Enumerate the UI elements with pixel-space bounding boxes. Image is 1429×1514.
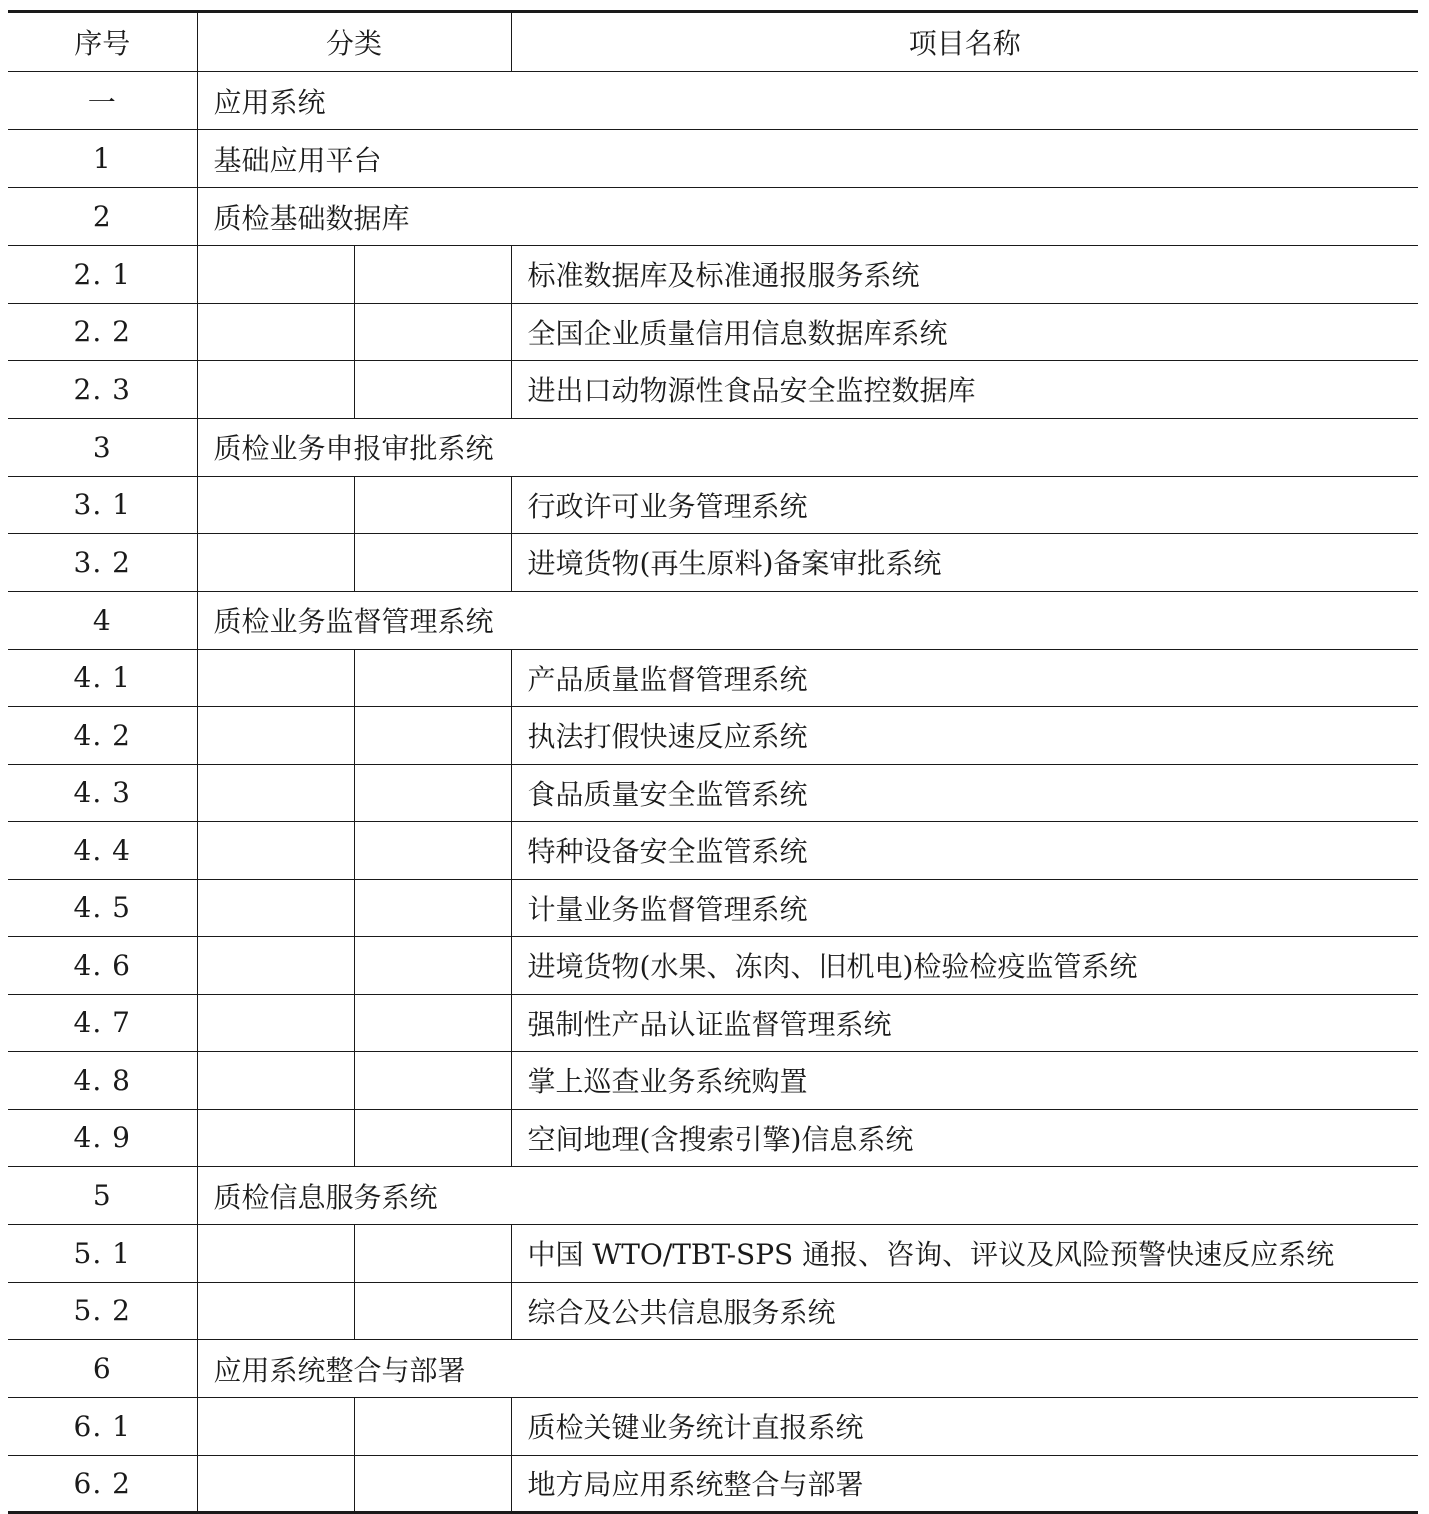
header-project-name: 项目名称: [511, 12, 1418, 72]
empty-cell: [197, 707, 354, 765]
row-project-name: 综合及公共信息服务系统: [511, 1282, 1418, 1340]
row-project-name: 全国企业质量信用信息数据库系统: [511, 303, 1418, 361]
table-row: [8, 879, 1418, 937]
table-row: [8, 994, 1418, 1052]
row-index: 4: [8, 591, 197, 649]
row-index: 2. 1: [8, 246, 197, 304]
row-index: 1: [8, 130, 197, 188]
empty-cell: [354, 303, 511, 361]
row-index: 4. 5: [8, 879, 197, 937]
row-index: 6: [8, 1340, 197, 1398]
empty-cell: [354, 476, 511, 534]
row-project-name: 空间地理(含搜索引擎)信息系统: [511, 1109, 1418, 1167]
row-project-name: 产品质量监督管理系统: [511, 649, 1418, 707]
empty-cell: [354, 994, 511, 1052]
row-index: 6. 1: [8, 1398, 197, 1456]
row-index: 4. 8: [8, 1052, 197, 1110]
empty-cell: [354, 1455, 511, 1513]
empty-cell: [354, 1225, 511, 1283]
table-row: [8, 130, 1418, 188]
table-row: [8, 1340, 1418, 1398]
row-project-name: 进境货物(再生原料)备案审批系统: [511, 534, 1418, 592]
row-project-name: 执法打假快速反应系统: [511, 707, 1418, 765]
empty-cell: [354, 879, 511, 937]
empty-cell: [354, 707, 511, 765]
row-project-name: 行政许可业务管理系统: [511, 476, 1418, 534]
row-index: 2. 2: [8, 303, 197, 361]
table-row: [8, 1282, 1418, 1340]
empty-cell: [197, 994, 354, 1052]
empty-cell: [354, 649, 511, 707]
empty-cell: [197, 476, 354, 534]
table-row: [8, 591, 1418, 649]
table-row: [8, 1052, 1418, 1110]
row-project-name: 中国 WTO/TBT-SPS 通报、咨询、评议及风险预警快速反应系统: [511, 1225, 1418, 1283]
row-index: 4. 2: [8, 707, 197, 765]
table-row: [8, 361, 1418, 419]
table-row: [8, 1167, 1418, 1225]
row-index: 4. 4: [8, 822, 197, 880]
table-row: [8, 303, 1418, 361]
row-index: 3: [8, 418, 197, 476]
table-row: [8, 649, 1418, 707]
empty-cell: [354, 1398, 511, 1456]
table-row: [8, 937, 1418, 995]
row-index: 一: [8, 72, 197, 130]
row-index: 5. 2: [8, 1282, 197, 1340]
row-project-name: 地方局应用系统整合与部署: [511, 1455, 1418, 1513]
row-index: 4. 6: [8, 937, 197, 995]
empty-cell: [197, 649, 354, 707]
project-table: [8, 10, 1418, 1514]
row-project-name: 计量业务监督管理系统: [511, 879, 1418, 937]
row-project-name: 进境货物(水果、冻肉、旧机电)检验检疫监管系统: [511, 937, 1418, 995]
header-row: [8, 12, 1418, 72]
row-project-name: 特种设备安全监管系统: [511, 822, 1418, 880]
row-category: 质检业务监督管理系统: [197, 591, 1418, 649]
empty-cell: [197, 879, 354, 937]
table-row: [8, 534, 1418, 592]
row-index: 4. 7: [8, 994, 197, 1052]
empty-cell: [354, 361, 511, 419]
empty-cell: [197, 764, 354, 822]
table-row: [8, 476, 1418, 534]
empty-cell: [197, 534, 354, 592]
empty-cell: [354, 1282, 511, 1340]
table-row: [8, 822, 1418, 880]
table-row: [8, 418, 1418, 476]
empty-cell: [354, 937, 511, 995]
table-row: [8, 707, 1418, 765]
row-project-name: 标准数据库及标准通报服务系统: [511, 246, 1418, 304]
empty-cell: [354, 764, 511, 822]
table-row: [8, 188, 1418, 246]
row-index: 4. 9: [8, 1109, 197, 1167]
empty-cell: [354, 1052, 511, 1110]
empty-cell: [197, 1052, 354, 1110]
empty-cell: [197, 303, 354, 361]
row-index: 2. 3: [8, 361, 197, 419]
row-index: 3. 2: [8, 534, 197, 592]
row-category: 基础应用平台: [197, 130, 1418, 188]
row-category: 质检信息服务系统: [197, 1167, 1418, 1225]
row-index: 5. 1: [8, 1225, 197, 1283]
row-index: 6. 2: [8, 1455, 197, 1513]
table-row: [8, 1455, 1418, 1513]
empty-cell: [354, 822, 511, 880]
empty-cell: [197, 1398, 354, 1456]
table-row: [8, 72, 1418, 130]
empty-cell: [354, 246, 511, 304]
row-index: 5: [8, 1167, 197, 1225]
empty-cell: [197, 822, 354, 880]
row-project-name: 食品质量安全监管系统: [511, 764, 1418, 822]
header-category: 分类: [197, 12, 511, 72]
table-row: [8, 764, 1418, 822]
row-category: 质检基础数据库: [197, 188, 1418, 246]
empty-cell: [197, 1282, 354, 1340]
empty-cell: [197, 361, 354, 419]
empty-cell: [354, 1109, 511, 1167]
table-header: [8, 12, 1418, 72]
row-index: 4. 1: [8, 649, 197, 707]
row-project-name: 掌上巡查业务系统购置: [511, 1052, 1418, 1110]
row-category: 质检业务申报审批系统: [197, 418, 1418, 476]
table-row: [8, 246, 1418, 304]
table-row: [8, 1398, 1418, 1456]
row-project-name: 强制性产品认证监督管理系统: [511, 994, 1418, 1052]
empty-cell: [197, 1225, 354, 1283]
row-project-name: 进出口动物源性食品安全监控数据库: [511, 361, 1418, 419]
header-index: 序号: [8, 12, 197, 72]
empty-cell: [197, 1455, 354, 1513]
row-index: 2: [8, 188, 197, 246]
table-body: [8, 72, 1418, 1513]
row-category: 应用系统整合与部署: [197, 1340, 1418, 1398]
row-index: 3. 1: [8, 476, 197, 534]
table-row: [8, 1225, 1418, 1283]
empty-cell: [197, 1109, 354, 1167]
empty-cell: [354, 534, 511, 592]
row-index: 4. 3: [8, 764, 197, 822]
row-category: 应用系统: [197, 72, 1418, 130]
empty-cell: [197, 937, 354, 995]
empty-cell: [197, 246, 354, 304]
row-project-name: 质检关键业务统计直报系统: [511, 1398, 1418, 1456]
table-row: [8, 1109, 1418, 1167]
